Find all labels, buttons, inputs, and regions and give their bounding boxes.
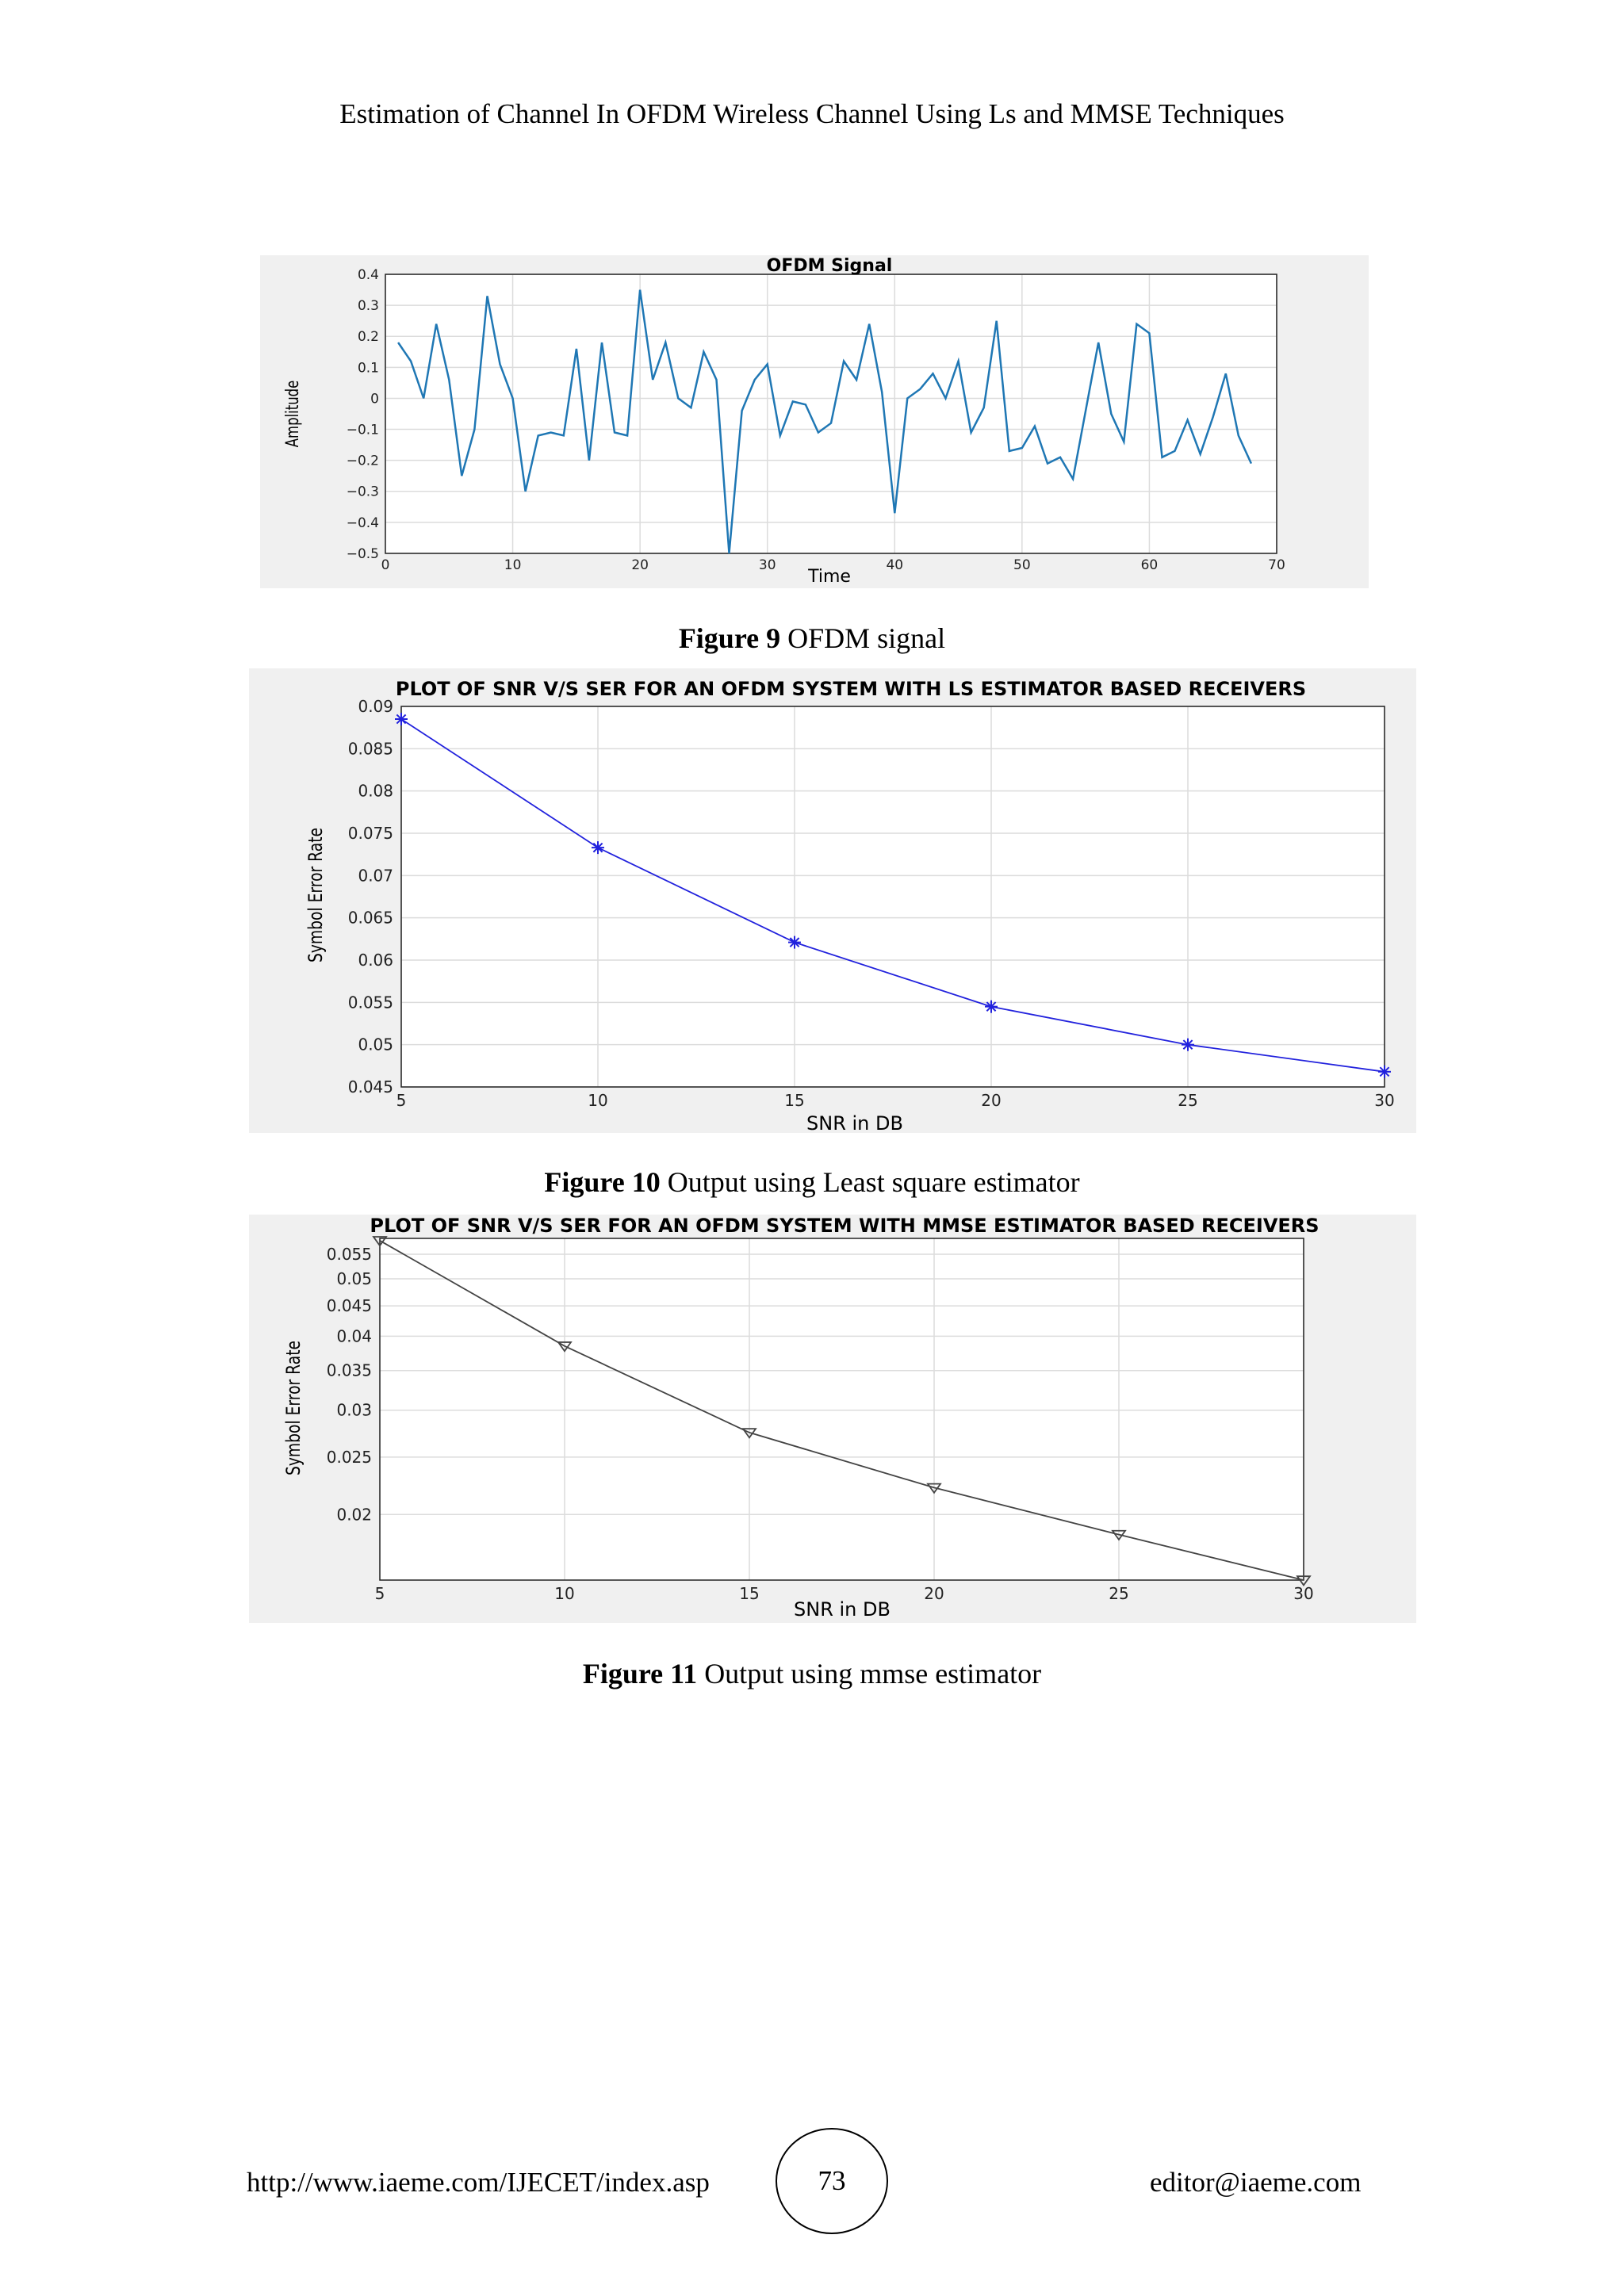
editor-email-link[interactable]: editor@iaeme.com (1150, 2167, 1362, 2198)
x-tick-label: 10 (554, 1584, 575, 1603)
figure-caption-text: OFDM signal (787, 622, 946, 654)
plot-area (401, 706, 1385, 1087)
ofdm-signal-chart (260, 255, 1369, 588)
y-axis-label: Amplitude (282, 380, 303, 448)
figure-label: Figure 10 (544, 1166, 661, 1198)
x-axis-label: SNR in DB (806, 1112, 903, 1133)
y-tick-label: −0.2 (346, 453, 379, 469)
x-tick-label: 20 (981, 1091, 1002, 1110)
plot-grid (401, 706, 1385, 1087)
x-tick-label: 25 (1109, 1584, 1129, 1603)
y-tick-label: 0 (370, 391, 379, 408)
chart-title: PLOT OF SNR V/S SER FOR AN OFDM SYSTEM WITH LS ESTIMATOR BASED RECEIVERS (395, 678, 1307, 700)
y-tick-label: 0.1 (357, 360, 379, 377)
page-number: 73 (776, 2128, 888, 2234)
figure-label: Figure 9 (678, 622, 781, 654)
figure-label: Figure 11 (582, 1658, 698, 1689)
y-tick-label: 0.09 (358, 697, 393, 716)
mmse-estimator-figure (249, 1215, 1416, 1623)
y-tick-label: 0.055 (326, 1245, 372, 1265)
x-tick-label: 5 (396, 1091, 407, 1110)
y-tick-label: 0.075 (347, 824, 393, 843)
y-tick-label: 0.065 (347, 908, 393, 928)
ofdm-signal-figure (260, 255, 1369, 588)
y-tick-label: 0.05 (358, 1035, 393, 1054)
figure-10-caption (0, 1165, 1624, 1199)
y-tick-label: −0.5 (346, 545, 379, 562)
x-tick-label: 60 (1140, 557, 1159, 573)
journal-url-link[interactable]: http://www.iaeme.com/IJECET/index.asp (247, 2167, 710, 2198)
chart-title: OFDM Signal (766, 256, 893, 276)
plot-area (380, 1238, 1304, 1580)
figure-caption-text: Output using mmse estimator (704, 1658, 1042, 1689)
x-tick-label: 5 (374, 1584, 385, 1603)
x-tick-label: 10 (504, 557, 522, 573)
figure-9-caption (0, 622, 1624, 655)
y-tick-label: 0.05 (336, 1269, 372, 1288)
y-tick-label: 0.02 (336, 1505, 372, 1525)
x-tick-label: 15 (739, 1584, 760, 1603)
mmse-estimator-chart (249, 1215, 1416, 1623)
x-tick-label: 25 (1178, 1091, 1198, 1110)
running-title: Estimation of Channel In OFDM Wireless Channel Using Ls and MMSE Techniques (339, 98, 1285, 129)
y-tick-label: 0.055 (347, 993, 393, 1012)
y-tick-label: 0.03 (336, 1400, 372, 1420)
x-tick-label: 20 (924, 1584, 944, 1603)
y-axis-label: Symbol Error Rate (304, 827, 327, 963)
y-tick-label: 0.06 (358, 951, 393, 970)
data-point-marker (1378, 1066, 1391, 1078)
y-tick-label: 0.08 (358, 781, 393, 801)
x-tick-label: 10 (588, 1091, 608, 1110)
figure-11-caption (0, 1657, 1624, 1690)
data-point-marker (395, 713, 408, 725)
y-tick-label: 0.025 (326, 1447, 372, 1467)
x-tick-label: 15 (784, 1091, 805, 1110)
y-tick-label: 0.045 (347, 1077, 393, 1096)
plot-area (385, 274, 1277, 553)
plot-grid (380, 1238, 1304, 1580)
x-axis-label: Time (808, 567, 851, 587)
y-tick-label: 0.04 (336, 1326, 372, 1346)
figure-caption-text: Output using Least square estimator (667, 1166, 1080, 1198)
y-tick-label: 0.045 (326, 1296, 372, 1316)
ls-estimator-chart (249, 668, 1416, 1133)
y-tick-label: −0.4 (346, 515, 379, 531)
x-tick-label: 0 (381, 557, 390, 573)
chart-title: PLOT OF SNR V/S SER FOR AN OFDM SYSTEM WITH MMSE ESTIMATOR BASED RECEIVERS (370, 1215, 1320, 1237)
y-tick-label: 0.4 (357, 266, 379, 283)
x-tick-label: 40 (886, 557, 904, 573)
y-tick-label: 0.035 (326, 1360, 372, 1380)
y-tick-label: 0.2 (357, 329, 379, 346)
data-point-marker (592, 841, 604, 854)
x-tick-label: 30 (758, 557, 776, 573)
y-tick-label: 0.3 (357, 298, 379, 315)
x-axis-label: SNR in DB (794, 1598, 891, 1621)
ls-estimator-figure (249, 668, 1416, 1133)
x-tick-label: 70 (1268, 557, 1285, 573)
x-tick-label: 50 (1013, 557, 1031, 573)
y-tick-label: 0.085 (347, 739, 393, 759)
y-axis-label: Symbol Error Rate (282, 1340, 305, 1476)
y-tick-label: −0.3 (346, 484, 379, 500)
x-tick-label: 30 (1293, 1584, 1314, 1603)
y-tick-label: 0.07 (358, 866, 393, 886)
x-tick-label: 30 (1374, 1091, 1395, 1110)
x-tick-label: 20 (631, 557, 649, 573)
data-point-marker (788, 936, 801, 949)
plot-grid (385, 274, 1277, 553)
y-tick-label: −0.1 (346, 422, 379, 438)
